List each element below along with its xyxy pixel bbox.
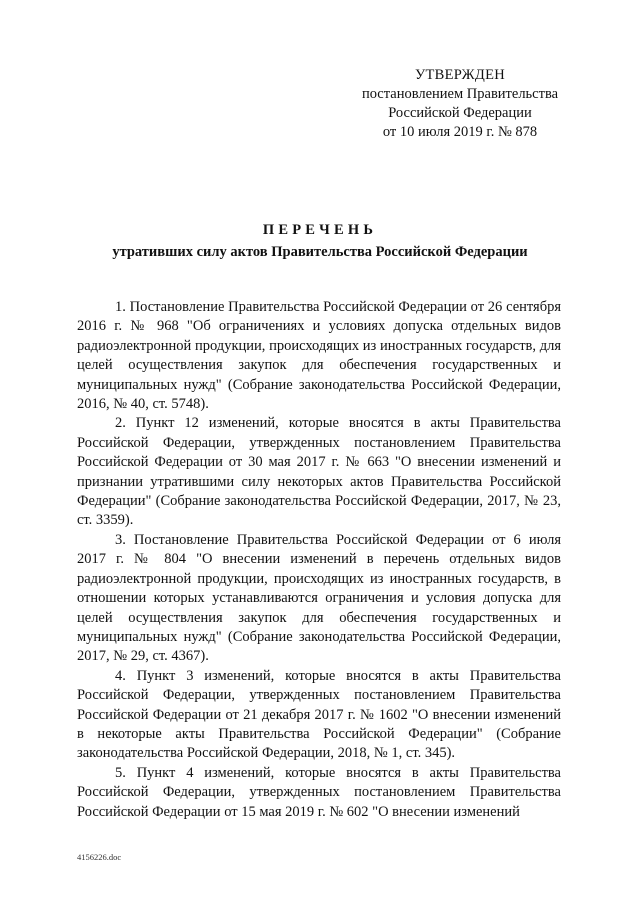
approval-stamp: УТВЕРЖДЕН [414,67,506,83]
document-subtitle: утративших силу актов Правительства Российской Федерации [112,244,528,260]
approval-line-3: от 10 июля 2019 г. № 878 [382,124,538,140]
list-item: 5. Пункт 4 изменений, которые вносятся в акты Правительства Российской Федерации, утвержденных постановлением Правительства Российской Федерации от 15 мая 2019 г. № 602 "О внесении изменений [77,764,561,820]
document-body [77,298,561,822]
document-title: ПЕРЕЧЕНЬ [262,222,378,238]
file-name-footer: 4156226.doc [77,852,122,862]
list-item: 3. Постановление Правительства Российской Федерации от 6 июля 2017 г. № 804 "О внесении изменений в перечень отдельных видов радиоэлектронной продукции, происходящих из иностранных государств, в отношении которых устанавливаются ограничения и условия допуска для целей осуществления закупок для обеспечения государственных и муниципальных нужд" (Собрание законодательства Российской Федерации, 2017, № 29, ст. 4367). [77,531,561,665]
approval-line-1: постановлением Правительства [361,86,559,102]
approval-line-2: Российской Федерации [388,105,532,121]
list-item: 1. Постановление Правительства Российской Федерации от 26 сентября 2016 г. № 968 "Об ограничениях и условиях допуска отдельных видов радиоэлектронной продукции, происходящих из иностранных государств, для целей осуществления закупок для обеспечения государственных и муниципальных нужд" (Собрание законодательства Российской Федерации, 2016, № 40, ст. 5748). [77,299,561,413]
list-item: 4. Пункт 3 изменений, которые вносятся в акты Правительства Российской Федерации, утвержденных постановлением Правительства Российской Федерации от 21 декабря 2017 г. № 1602 "О внесении изменений в некоторые акты Правительства Российской Федерации" (Собрание законодательства Российской Федерации, 2018, № 1, ст. 345). [77,667,561,762]
list-item: 2. Пункт 12 изменений, которые вносятся в акты Правительства Российской Федерации, утвержденных постановлением Правительства Российской Федерации от 30 мая 2017 г. № 663 "О внесении изменений и признании утратившими силу некоторых актов Правительства Российской Федерации" (Собрание законодательства Российской Федерации, 2017, № 23, ст. 3359). [77,415,561,529]
approval-block [340,66,580,142]
